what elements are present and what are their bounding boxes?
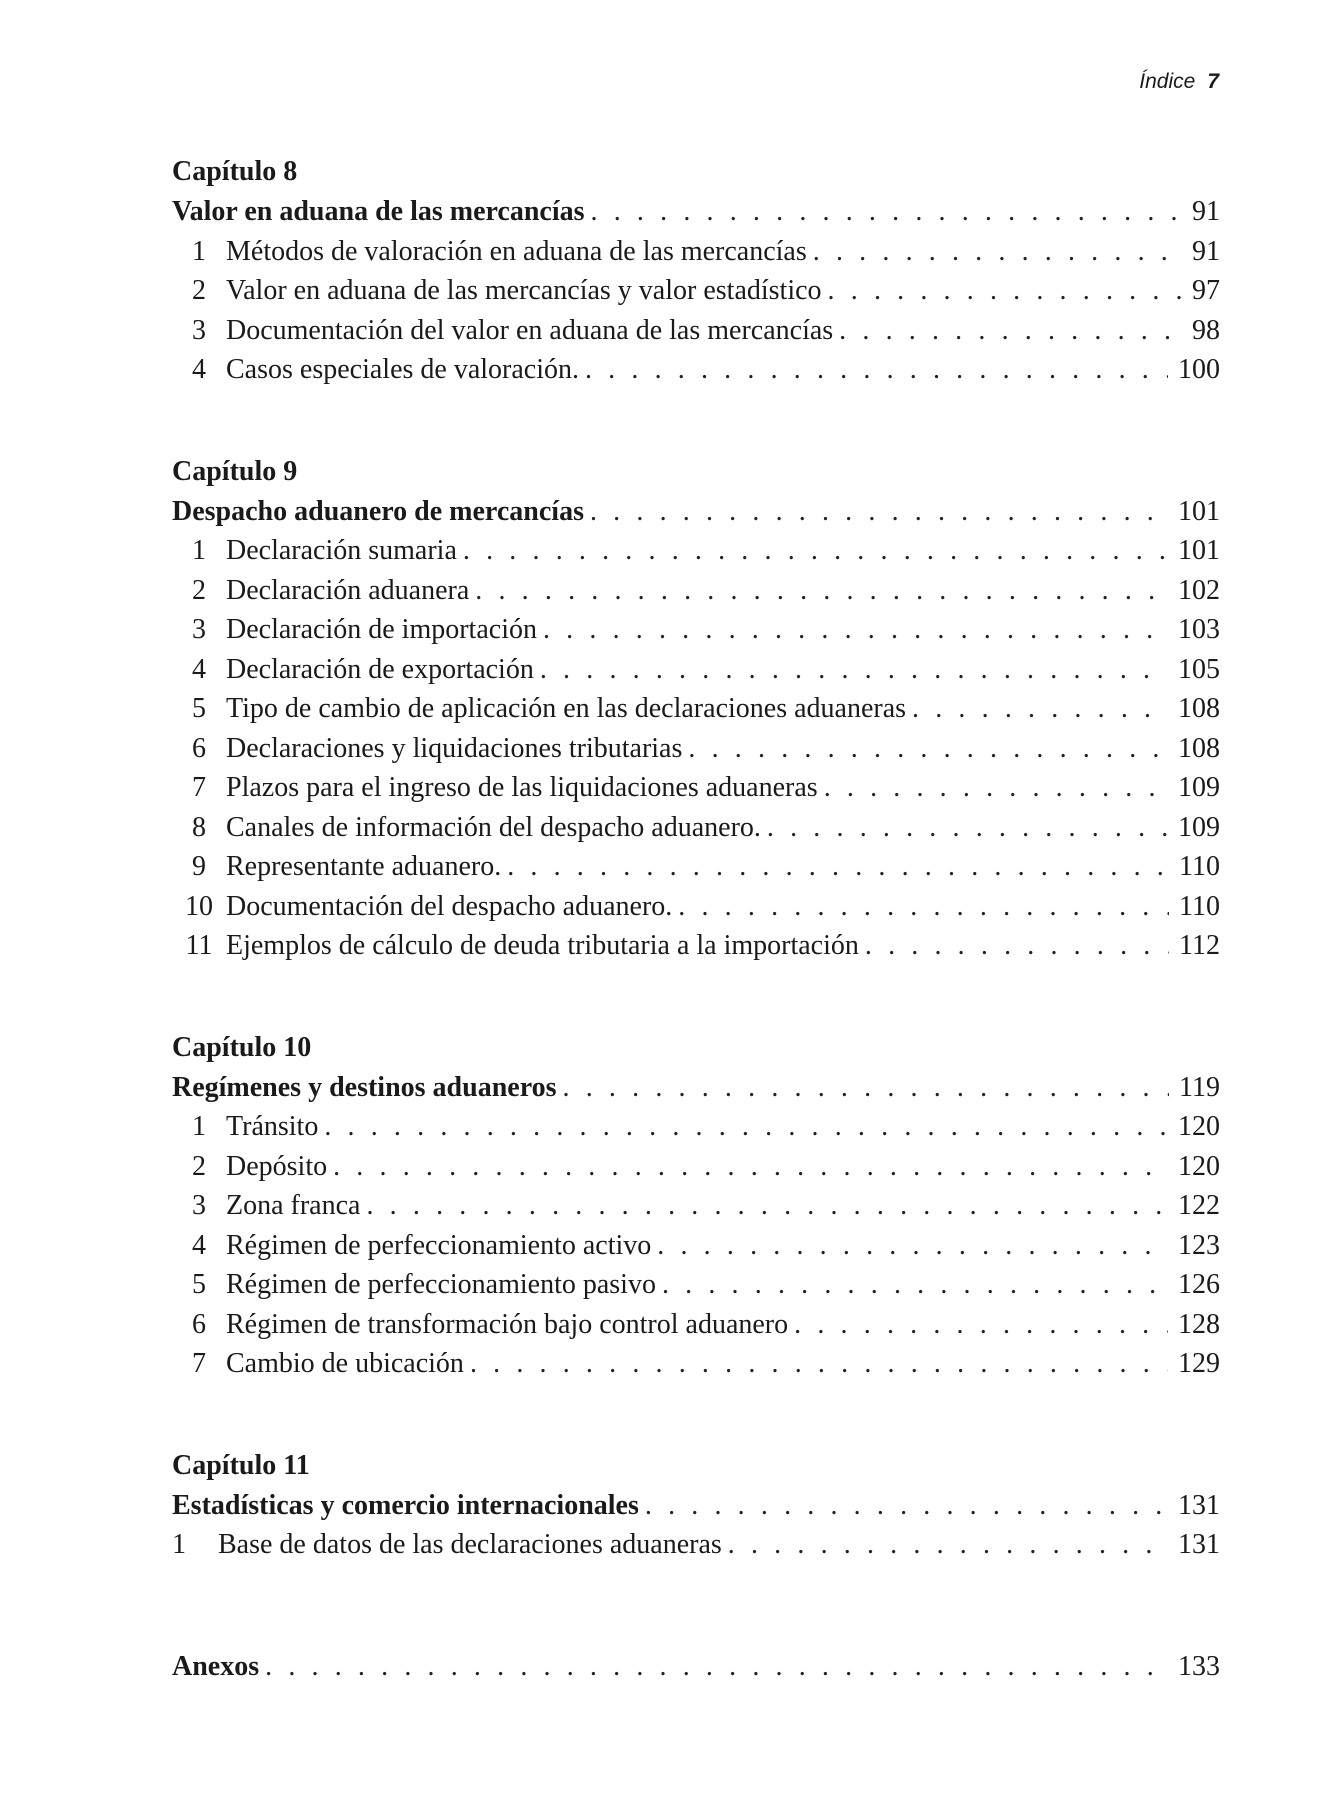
chapter-label: Capítulo 10 — [172, 1031, 312, 1063]
chapter-title-row[interactable] — [172, 1486, 1220, 1526]
dot-leader — [543, 610, 1168, 650]
toc-entry[interactable] — [172, 847, 1220, 887]
chapter-title: Valor en aduana de las mercancías — [172, 196, 585, 227]
page-number: 133 — [1178, 1650, 1220, 1682]
toc-entry[interactable] — [172, 1525, 1220, 1565]
entry-number: 3 — [192, 1190, 206, 1221]
entry-number: 9 — [192, 851, 206, 882]
spacer — [172, 1627, 1220, 1647]
entry-number: 4 — [192, 354, 206, 385]
toc-entry[interactable] — [172, 1186, 1220, 1226]
chapter-label: Capítulo 9 — [172, 455, 298, 487]
toc-entry[interactable] — [172, 610, 1220, 650]
dot-leader — [728, 1525, 1168, 1565]
toc-entry[interactable] — [172, 689, 1220, 729]
entry-number: 1 — [192, 535, 206, 566]
entry-number: 3 — [192, 614, 206, 645]
dot-leader — [507, 847, 1169, 887]
toc-entry[interactable] — [172, 650, 1220, 690]
entry-number: 3 — [192, 314, 206, 346]
page-number: 97 — [1192, 275, 1220, 306]
chapter-9 — [172, 452, 1220, 966]
chapter-8 — [172, 152, 1220, 390]
page-number: 109 — [1178, 811, 1220, 843]
entry-number: 7 — [192, 1348, 206, 1379]
toc-entry[interactable] — [172, 808, 1220, 848]
page-number: 102 — [1178, 574, 1220, 606]
toc-entry[interactable] — [172, 1107, 1220, 1147]
entry-title: Régimen de transformación bajo control aduanero — [226, 1308, 789, 1340]
page-number: 98 — [1192, 314, 1220, 346]
page-number: 108 — [1178, 693, 1220, 724]
toc-entry[interactable] — [172, 232, 1220, 272]
entry-title: Ejemplos de cálculo de deuda tributaria a la importación — [226, 930, 859, 961]
entry-title: Plazos para el ingreso de las liquidaciones aduaneras — [226, 772, 818, 803]
dot-leader — [865, 926, 1169, 966]
toc-entry[interactable] — [172, 350, 1220, 390]
page-number: 110 — [1179, 890, 1220, 922]
entry-number: 5 — [192, 1269, 206, 1300]
toc-entry[interactable] — [172, 926, 1220, 966]
entry-title: Declaración aduanera — [226, 574, 470, 606]
dot-leader — [463, 531, 1168, 571]
toc-entry[interactable] — [172, 311, 1220, 351]
running-head — [1139, 70, 1219, 94]
toc-entry[interactable] — [172, 1265, 1220, 1305]
dot-leader — [767, 808, 1168, 848]
dot-leader — [366, 1186, 1168, 1226]
chapter-title-row[interactable] — [172, 1068, 1220, 1108]
page-number: 101 — [1178, 535, 1220, 566]
toc-entry[interactable] — [172, 271, 1220, 311]
dot-leader — [688, 729, 1168, 769]
chapter-11 — [172, 1446, 1220, 1565]
page-number: 91 — [1192, 196, 1220, 227]
annex-row[interactable] — [172, 1647, 1220, 1687]
page-number: 105 — [1178, 653, 1220, 685]
chapter-title: Despacho aduanero de mercancías — [172, 495, 584, 527]
page-number: 131 — [1178, 1489, 1220, 1521]
entry-number: 4 — [192, 653, 206, 685]
entry-title: Representante aduanero. — [226, 851, 502, 882]
running-head-page-number: 7 — [1207, 70, 1219, 93]
toc-entry[interactable] — [172, 729, 1220, 769]
entry-number: 1 — [172, 1529, 186, 1560]
dot-leader — [563, 1068, 1170, 1108]
entry-number: 7 — [192, 772, 206, 803]
entry-title: Tipo de cambio de aplicación en las declaraciones aduaneras — [226, 693, 907, 724]
dot-leader — [824, 768, 1168, 808]
entry-number: 2 — [192, 1150, 206, 1182]
page-number: 119 — [1179, 1071, 1220, 1103]
dot-leader — [333, 1147, 1168, 1187]
entry-title: Régimen de perfeccionamiento pasivo — [226, 1269, 656, 1300]
entry-number: 10 — [185, 890, 213, 922]
chapter-10 — [172, 1028, 1220, 1384]
entry-number: 2 — [192, 275, 206, 306]
page-number: 112 — [1179, 930, 1220, 961]
entry-number: 6 — [192, 1308, 206, 1340]
chapter-title-row[interactable] — [172, 492, 1220, 532]
chapter-title: Estadísticas y comercio internacionales — [172, 1489, 639, 1521]
entry-title: Régimen de perfeccionamiento activo — [226, 1229, 652, 1261]
dot-leader — [912, 689, 1168, 729]
entry-title: Base de datos de las declaraciones aduaneras — [218, 1529, 722, 1560]
entry-title: Canales de información del despacho aduanero. — [226, 811, 761, 843]
page-number: 91 — [1192, 235, 1220, 267]
entry-title: Valor en aduana de las mercancías y valor estadístico — [226, 275, 822, 306]
annex-title: Anexos — [172, 1650, 260, 1682]
table-of-contents — [172, 152, 1220, 1686]
entry-title: Declaraciones y liquidaciones tributarias — [226, 732, 683, 764]
toc-entry[interactable] — [172, 1305, 1220, 1345]
dot-leader — [475, 571, 1168, 611]
chapter-label: Capítulo 8 — [172, 156, 298, 187]
toc-entry[interactable] — [172, 531, 1220, 571]
toc-entry[interactable] — [172, 571, 1220, 611]
page-number: 122 — [1178, 1190, 1220, 1221]
page-number: 128 — [1178, 1308, 1220, 1340]
entry-title: Cambio de ubicación — [226, 1348, 464, 1379]
dot-leader — [645, 1486, 1168, 1526]
dot-leader — [265, 1647, 1168, 1687]
page-number: 110 — [1179, 851, 1220, 882]
toc-entry[interactable] — [172, 1147, 1220, 1187]
page-number: 129 — [1178, 1348, 1220, 1379]
page-number: 100 — [1178, 354, 1220, 385]
entry-title: Zona franca — [226, 1190, 361, 1221]
entry-title: Declaración de importación — [226, 614, 537, 645]
entry-title: Documentación del despacho aduanero. — [226, 890, 673, 922]
dot-leader — [591, 192, 1182, 232]
entry-title: Casos especiales de valoración. — [226, 354, 579, 385]
entry-title: Métodos de valoración en aduana de las mercancías — [226, 235, 807, 267]
entry-number: 4 — [192, 1229, 206, 1261]
dot-leader — [828, 271, 1182, 311]
chapter-title-row[interactable] — [172, 192, 1220, 232]
toc-entry[interactable] — [172, 887, 1220, 927]
chapter-label: Capítulo 11 — [172, 1449, 310, 1481]
entry-title: Tránsito — [226, 1111, 319, 1142]
dot-leader — [662, 1265, 1168, 1305]
page-number: 131 — [1178, 1529, 1220, 1560]
dot-leader — [470, 1344, 1168, 1384]
dot-leader — [590, 492, 1168, 532]
entry-title: Documentación del valor en aduana de las mercancías — [226, 314, 834, 346]
dot-leader — [540, 650, 1168, 690]
running-head-title: Índice — [1139, 70, 1196, 93]
entry-number: 1 — [192, 1111, 206, 1142]
dot-leader — [678, 887, 1169, 927]
page-number: 126 — [1178, 1269, 1220, 1300]
page-number: 103 — [1178, 614, 1220, 645]
dot-leader — [839, 311, 1182, 351]
page-number: 120 — [1178, 1150, 1220, 1182]
chapter-title: Regímenes y destinos aduaneros — [172, 1071, 557, 1103]
entry-number: 2 — [192, 574, 206, 606]
dot-leader — [324, 1107, 1168, 1147]
entry-number: 8 — [192, 811, 206, 843]
entry-number: 6 — [192, 732, 206, 764]
page-number: 120 — [1178, 1111, 1220, 1142]
page-number: 123 — [1178, 1229, 1220, 1261]
toc-entry[interactable] — [172, 1344, 1220, 1384]
dot-leader — [657, 1226, 1168, 1266]
page-number: 108 — [1178, 732, 1220, 764]
entry-title: Depósito — [226, 1150, 328, 1182]
page-number: 101 — [1178, 495, 1220, 527]
toc-entry[interactable] — [172, 768, 1220, 808]
dot-leader — [585, 350, 1168, 390]
entry-number: 11 — [185, 930, 213, 961]
dot-leader — [794, 1305, 1168, 1345]
entry-title: Declaración sumaria — [226, 535, 457, 566]
dot-leader — [813, 232, 1182, 272]
entry-number: 1 — [192, 235, 206, 267]
toc-entry[interactable] — [172, 1226, 1220, 1266]
entry-number: 5 — [192, 693, 206, 724]
page-number: 109 — [1178, 772, 1220, 803]
entry-title: Declaración de exportación — [226, 653, 534, 685]
